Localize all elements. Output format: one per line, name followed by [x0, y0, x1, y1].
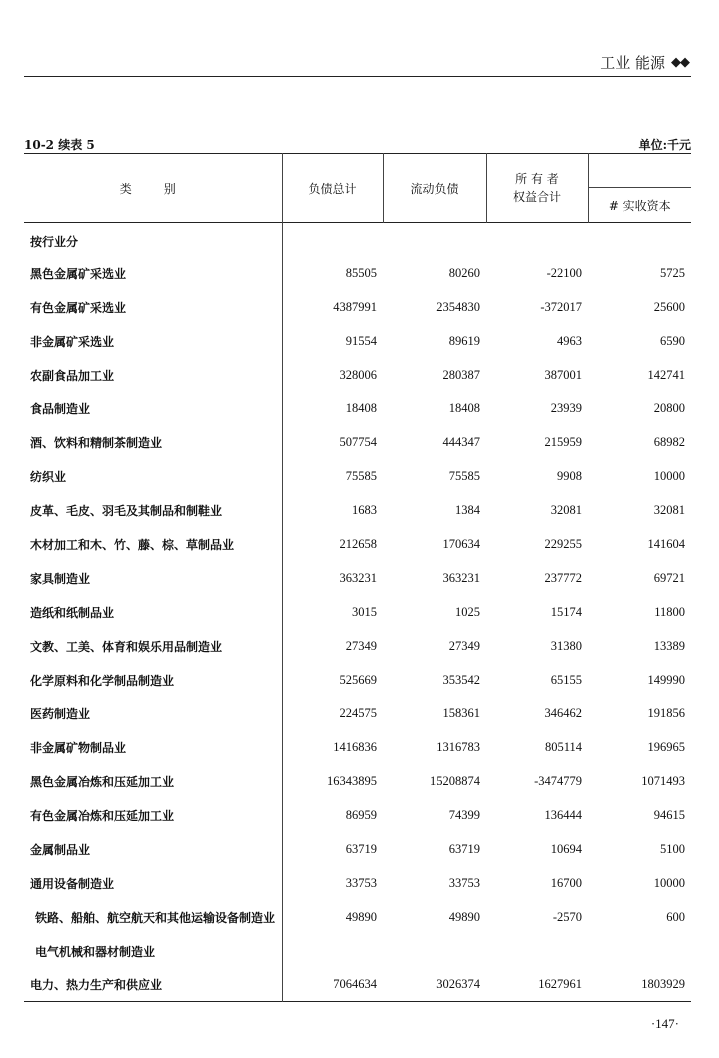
row-label: 家具制造业: [24, 561, 282, 595]
row-value: 387001: [544, 367, 582, 382]
row-value: 10694: [550, 841, 582, 856]
row-value: 4387991: [333, 299, 377, 314]
page-number: ·147·: [650, 1016, 679, 1031]
table-row: [24, 765, 691, 799]
row-label: 造纸和纸制品业: [24, 595, 282, 629]
table-row: [24, 697, 691, 731]
row-value: 5725: [660, 265, 685, 280]
section-title: 工业 能源: [600, 54, 665, 72]
row-value: 1627961: [538, 977, 582, 992]
row-value: 9908: [557, 469, 582, 484]
row-value: 507754: [339, 435, 377, 450]
row-value: 1071493: [641, 774, 685, 789]
row-label: 食品制造业: [24, 392, 282, 426]
table-row: [24, 595, 691, 629]
table-row: [24, 833, 691, 867]
row-value: 142741: [647, 367, 685, 382]
row-value: 805114: [544, 740, 582, 755]
row-value: 7064634: [333, 977, 377, 992]
row-value: 94615: [653, 808, 685, 823]
row-value: 6590: [660, 333, 685, 348]
table-row: [24, 934, 691, 968]
row-value: 86959: [345, 808, 377, 823]
row-value: 18408: [448, 401, 480, 416]
row-value: 80260: [448, 265, 480, 280]
row-value: 363231: [339, 570, 377, 585]
row-value: 31380: [550, 638, 582, 653]
table-row: [24, 799, 691, 833]
row-value: 75585: [448, 469, 480, 484]
row-value: 10000: [653, 875, 685, 890]
row-value: 237772: [544, 570, 582, 585]
row-value: 15174: [550, 604, 582, 619]
row-value: [486, 223, 588, 257]
row-value: 63719: [448, 841, 480, 856]
row-value: 68982: [653, 435, 685, 450]
table-row: [24, 290, 691, 324]
table-row: [24, 663, 691, 697]
table-row: [24, 256, 691, 290]
unit-label: 单位:千元: [638, 138, 691, 152]
statistics-table: [24, 153, 691, 1002]
row-value: 600: [666, 909, 685, 924]
row-value: 1316783: [436, 740, 480, 755]
row-label: 电力、热力生产和供应业: [24, 968, 282, 1002]
table-row: [24, 731, 691, 765]
header-blank: [588, 154, 691, 188]
row-value: 1416836: [333, 740, 377, 755]
row-label: 化学原料和化学制品制造业: [24, 663, 282, 697]
row-value: 74399: [448, 808, 480, 823]
row-value: 27349: [345, 638, 377, 653]
table-row: [24, 358, 691, 392]
row-value: 11800: [654, 604, 685, 619]
row-label: 非金属矿物制品业: [24, 731, 282, 765]
row-value: 215959: [544, 435, 582, 450]
table-row: [24, 629, 691, 663]
table-row: [24, 494, 691, 528]
row-value: 65155: [550, 672, 582, 687]
row-label: 电气机械和器材制造业: [24, 934, 282, 968]
row-value: 33753: [448, 875, 480, 890]
row-value: [383, 223, 486, 257]
row-label: 有色金属冶炼和压延加工业: [24, 799, 282, 833]
row-value: 158361: [442, 706, 480, 721]
row-value: 49890: [448, 909, 480, 924]
row-label: 纺织业: [24, 460, 282, 494]
table-row: [24, 324, 691, 358]
row-value: [282, 934, 383, 968]
row-value: 170634: [442, 536, 480, 551]
row-value: [486, 934, 588, 968]
row-value: 16343895: [327, 774, 377, 789]
row-value: 27349: [448, 638, 480, 653]
table-row: [24, 460, 691, 494]
row-value: 85505: [345, 265, 377, 280]
row-value: 91554: [345, 333, 377, 348]
row-value: 149990: [647, 672, 685, 687]
row-label: 酒、饮料和精制茶制造业: [24, 426, 282, 460]
row-value: 1803929: [641, 977, 685, 992]
row-value: 69721: [653, 570, 685, 585]
row-value: 2354830: [436, 299, 480, 314]
row-value: 3026374: [436, 977, 480, 992]
table-row: [24, 528, 691, 562]
header-category: 类 别: [24, 154, 282, 223]
row-label: 木材加工和木、竹、藤、棕、草制品业: [24, 528, 282, 562]
row-label: 铁路、船舶、航空航天和其他运输设备制造业: [24, 900, 282, 934]
row-value: 25600: [653, 299, 685, 314]
row-value: 328006: [339, 367, 377, 382]
header-total-liabilities: 负债总计: [282, 154, 383, 223]
row-label: 按行业分: [24, 223, 282, 257]
table-row: [24, 866, 691, 900]
table-body: [24, 223, 691, 1002]
row-value: 1384: [455, 503, 480, 518]
row-value: -22100: [546, 265, 582, 280]
row-label: 黑色金属冶炼和压延加工业: [24, 765, 282, 799]
row-value: 280387: [442, 367, 480, 382]
row-value: 49890: [345, 909, 377, 924]
row-value: -372017: [540, 299, 582, 314]
row-value: -2570: [552, 909, 582, 924]
header-rule: [24, 76, 691, 77]
running-header: [600, 52, 689, 73]
row-value: 33753: [345, 875, 377, 890]
row-value: 363231: [442, 570, 480, 585]
row-value: 75585: [345, 469, 377, 484]
row-value: 141604: [647, 536, 685, 551]
table-row: [24, 392, 691, 426]
row-value: 212658: [339, 536, 377, 551]
table-row: [24, 968, 691, 1002]
row-value: 4963: [557, 333, 582, 348]
row-value: 32081: [550, 503, 582, 518]
row-label: 有色金属矿采选业: [24, 290, 282, 324]
row-value: 229255: [544, 536, 582, 551]
row-value: 20800: [653, 401, 685, 416]
row-value: 15208874: [430, 774, 480, 789]
row-label: 文教、工美、体育和娱乐用品制造业: [24, 629, 282, 663]
row-value: [282, 223, 383, 257]
row-value: 346462: [544, 706, 582, 721]
row-label: 黑色金属矿采选业: [24, 256, 282, 290]
row-value: 5100: [660, 841, 685, 856]
diamond-decoration-icon: ◆◆: [671, 55, 689, 70]
row-value: [588, 223, 691, 257]
header-owners-equity-line2: 权益合计: [512, 190, 561, 204]
row-value: 16700: [550, 875, 582, 890]
row-value: 353542: [442, 672, 480, 687]
row-value: 18408: [345, 401, 377, 416]
row-value: 10000: [653, 469, 685, 484]
row-label: 皮革、毛皮、羽毛及其制品和制鞋业: [24, 494, 282, 528]
table-row: [24, 900, 691, 934]
row-label: 医药制造业: [24, 697, 282, 731]
row-value: 3015: [352, 604, 377, 619]
row-value: 1025: [455, 604, 480, 619]
row-value: 1683: [352, 503, 377, 518]
row-value: [383, 934, 486, 968]
table-row: [24, 426, 691, 460]
row-value: [588, 934, 691, 968]
row-value: 32081: [653, 503, 685, 518]
row-value: 13389: [653, 638, 685, 653]
row-label: 非金属矿采选业: [24, 324, 282, 358]
row-value: 444347: [442, 435, 480, 450]
row-value: 191856: [647, 706, 685, 721]
header-paid-in-capital: # 实收资本: [588, 188, 691, 223]
header-current-liabilities: 流动负债: [383, 154, 486, 223]
row-value: 525669: [339, 672, 377, 687]
table-row: [24, 561, 691, 595]
row-value: 136444: [544, 808, 582, 823]
row-value: 23939: [550, 401, 582, 416]
row-label: 农副食品加工业: [24, 358, 282, 392]
table-id: 10-2 续表 5: [24, 138, 95, 152]
row-label: 通用设备制造业: [24, 866, 282, 900]
table-row: [24, 223, 691, 257]
row-value: 89619: [448, 333, 480, 348]
row-value: 63719: [345, 841, 377, 856]
row-value: 224575: [339, 706, 377, 721]
header-owners-equity-line1: 所 有 者: [515, 172, 559, 186]
row-value: -3474779: [534, 774, 582, 789]
header-owners-equity: [486, 154, 588, 223]
row-value: 196965: [647, 740, 685, 755]
table-caption: [24, 136, 691, 153]
row-label: 金属制品业: [24, 833, 282, 867]
